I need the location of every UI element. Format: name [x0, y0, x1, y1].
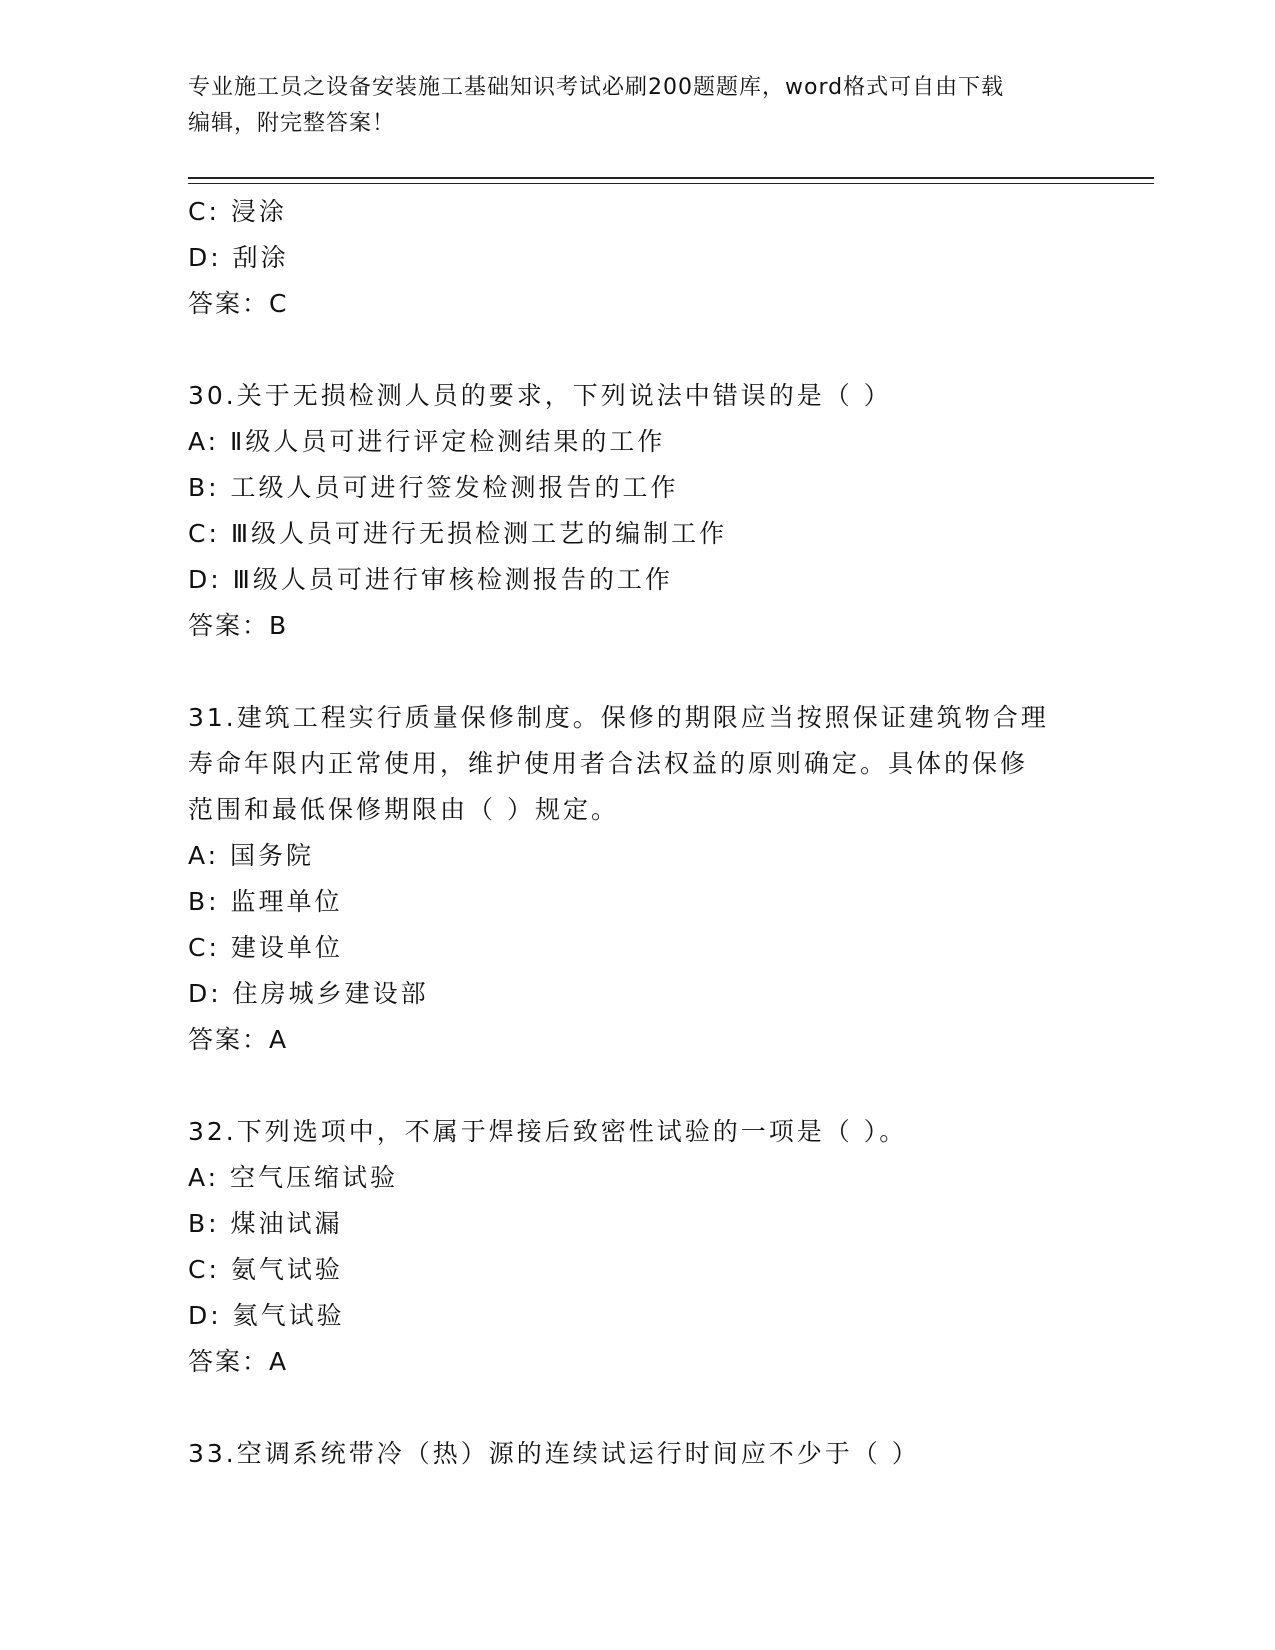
prev-question: [188, 189, 1088, 327]
option-b: B: 监理单位: [188, 887, 343, 916]
header-line-1: 专业施工员之设备安装施工基础知识考试必刷200题题库，word格式可自由下载: [188, 75, 1005, 100]
option-d: D: 刮涂: [188, 243, 289, 272]
question-33: [188, 1431, 1088, 1477]
spacer: [188, 1385, 1088, 1431]
page-header: [188, 70, 1088, 142]
option-d: D: Ⅲ级人员可进行审核检测报告的工作: [188, 565, 673, 594]
option-a: A: 国务院: [188, 841, 315, 870]
spacer: [188, 1063, 1088, 1109]
option-c: C: 浸涂: [188, 197, 287, 226]
question-stem-line: 31.建筑工程实行质量保修制度。保修的期限应当按照保证建筑物合理: [188, 703, 1049, 732]
spacer: [188, 327, 1088, 373]
option-c: C: 建设单位: [188, 933, 343, 962]
option-d: D: 氦气试验: [188, 1301, 345, 1330]
document-body: [188, 189, 1088, 1477]
question-stem-line: 寿命年限内正常使用，维护使用者合法权益的原则确定。具体的保修: [188, 749, 1029, 778]
option-d: D: 住房城乡建设部: [188, 979, 429, 1008]
option-a: A: Ⅱ级人员可进行评定检测结果的工作: [188, 427, 666, 456]
question-stem: 32.下列选项中，不属于焊接后致密性试验的一项是（ ）。: [188, 1117, 908, 1146]
question-31: [188, 695, 1088, 1063]
option-a: A: 空气压缩试验: [188, 1163, 399, 1192]
option-b: B: 工级人员可进行签发检测报告的工作: [188, 473, 679, 502]
spacer: [188, 649, 1088, 695]
header-line-2: 编辑，附完整答案！: [188, 111, 396, 136]
question-stem: 33.空调系统带冷（热）源的连续试运行时间应不少于（ ）: [188, 1439, 920, 1468]
header-divider: [188, 177, 1154, 184]
question-30: [188, 373, 1088, 649]
option-c: C: Ⅲ级人员可进行无损检测工艺的编制工作: [188, 519, 728, 548]
question-32: [188, 1109, 1088, 1385]
answer-line: 答案：A: [188, 1347, 289, 1376]
question-stem-line: 范围和最低保修期限由（ ）规定。: [188, 795, 619, 824]
answer-line: 答案：C: [188, 289, 289, 318]
question-stem: 30.关于无损检测人员的要求，下列说法中错误的是（ ）: [188, 381, 892, 410]
answer-line: 答案：A: [188, 1025, 289, 1054]
option-c: C: 氨气试验: [188, 1255, 343, 1284]
option-b: B: 煤油试漏: [188, 1209, 343, 1238]
answer-line: 答案：B: [188, 611, 289, 640]
